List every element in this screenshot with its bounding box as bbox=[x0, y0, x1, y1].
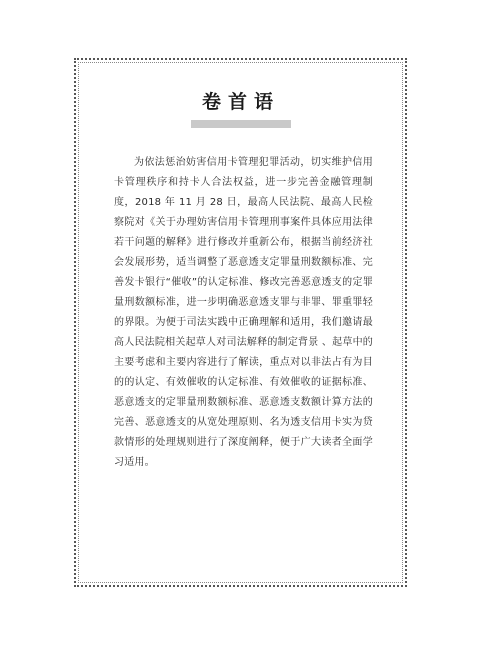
page-title: 卷首语 bbox=[201, 91, 280, 113]
preface-paragraph: 为依法惩治妨害信用卡管理犯罪活动，切实维护信用卡管理秩序和持卡人合法权益，进一步完善金融管理制度，2018 年 11 月 28 日，最高人民法院、最高人民检察院对《关于办理妨害信用卡管理刑事案件具体应用法律若干问题的解释》进行修改并重新公布，根据当前经济社会发展形势，适当调整了恶意透支定罪量刑数额标准、完善发卡银行“催收”的认定标准、修改完善恶意透支的定罪量刑数额标准，进一步明确恶意透支罪与非罪、罪重罪轻的界限。为便于司法实践中正确理解和适用，我们邀请最高人民法院相关起草人对司法解释的制定背景 、起草中的主要考虑和主要内容进行了解读，重点对以非法占有为目的的认定、有效催收的认定标准、有效催收的证据标准、恶意透支的定罪量刑数额标准、恶意透支数额计算方法的完善、恶意透支的从宽处理原则、名为透支信用卡实为贷款情形的处理规则进行了深度阐释，便于广大读者全面学习适用。 bbox=[114, 157, 373, 468]
title-underline-bar bbox=[191, 120, 291, 128]
